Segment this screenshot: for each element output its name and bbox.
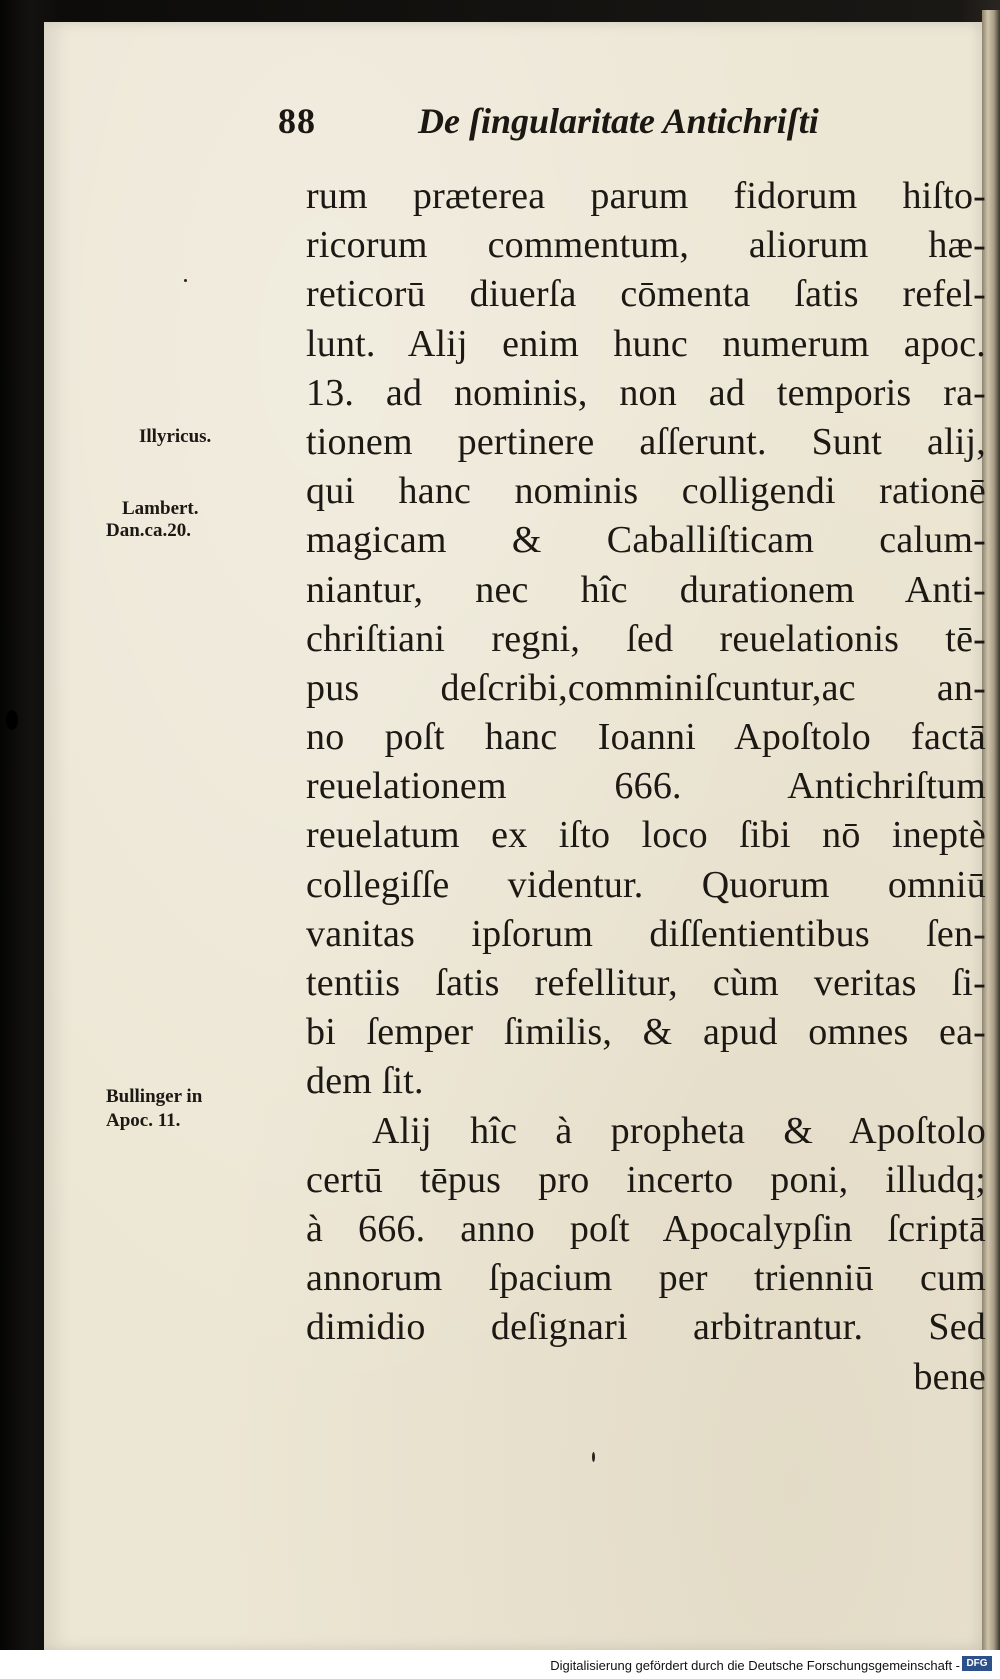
text-line: dem ſit.: [306, 1060, 424, 1103]
text-line: chriſtiani regni, ſed reuelationis tē-: [306, 617, 986, 660]
text-line: annorum ſpacium per trienniū cum: [306, 1257, 986, 1300]
text-line: vanitas ipſorum diſſentientibus ſen-: [306, 912, 986, 955]
page-number: 88: [278, 101, 316, 141]
text-line: bi ſemper ſimilis, & apud omnes ea-: [306, 1011, 986, 1054]
text-line: à 666. anno poſt Apocalypſin ſcriptā: [306, 1207, 986, 1250]
text-line: qui hanc nominis colligendi rationē: [306, 470, 986, 513]
text-line: reticorū diuerſa cōmenta ſatis refel-: [306, 273, 986, 316]
text-line-paragraph-start: Alij hîc à propheta & Apoſtolo: [372, 1109, 986, 1152]
text-line: tentiis ſatis refellitur, cùm veritas ſi-: [306, 962, 986, 1004]
text-line: collegiſſe videntur. Quorum omniū: [306, 863, 986, 906]
ink-speck: [6, 710, 18, 730]
ink-speck: [592, 1452, 595, 1462]
text-line: niantur, nec hîc durationem Anti-: [306, 568, 986, 611]
text-line: pus deſcribi,comminiſcuntur,ac an-: [306, 666, 986, 709]
footer-credit: Digitalisierung gefördert durch die Deutsche Forschungsgemeinschaft -: [550, 1658, 960, 1673]
text-line: tionem pertinere aſſerunt. Sunt alij,: [306, 420, 986, 463]
text-line: ricorum commentum, aliorum hæ-: [306, 224, 986, 267]
text-line: 13. ad nominis, non ad temporis ra-: [306, 371, 986, 414]
text-line: rum præterea parum fidorum hiſto-: [306, 175, 986, 217]
text-line: dimidio deſignari arbitrantur. Sed: [306, 1306, 986, 1349]
dfg-logo-icon: DFG: [962, 1656, 992, 1671]
text-line: reuelationem 666. Antichriſtum: [306, 765, 986, 808]
text-line: lunt. Alij enim hunc numerum apoc.: [306, 322, 986, 365]
running-title: De ſingularitate Antichriſti: [418, 101, 819, 141]
marginal-note-bullinger: Bullinger in: [106, 1086, 203, 1107]
marginal-note-illyricus: Illyricus.: [139, 426, 212, 447]
text-line: certū tēpus pro incerto poni, illudq;: [306, 1158, 986, 1201]
text-line: magicam & Caballiſticam calum-: [306, 519, 986, 562]
digitization-footer: [0, 1650, 1000, 1679]
book-page: [44, 22, 986, 1650]
body-text: [306, 172, 986, 1402]
marginal-note-lambert: Lambert.: [122, 498, 199, 519]
marginal-note-dan: Dan.ca.20.: [106, 520, 191, 541]
running-head: [278, 100, 898, 154]
marginal-note-apoc: Apoc. 11.: [106, 1110, 181, 1131]
ink-speck: [184, 279, 187, 282]
catchword: bene: [913, 1355, 986, 1398]
text-line: no poſt hanc Ioanni Apoſtolo factā: [306, 716, 986, 759]
text-line: reuelatum ex iſto loco ſibi nō ineptè: [306, 814, 986, 857]
